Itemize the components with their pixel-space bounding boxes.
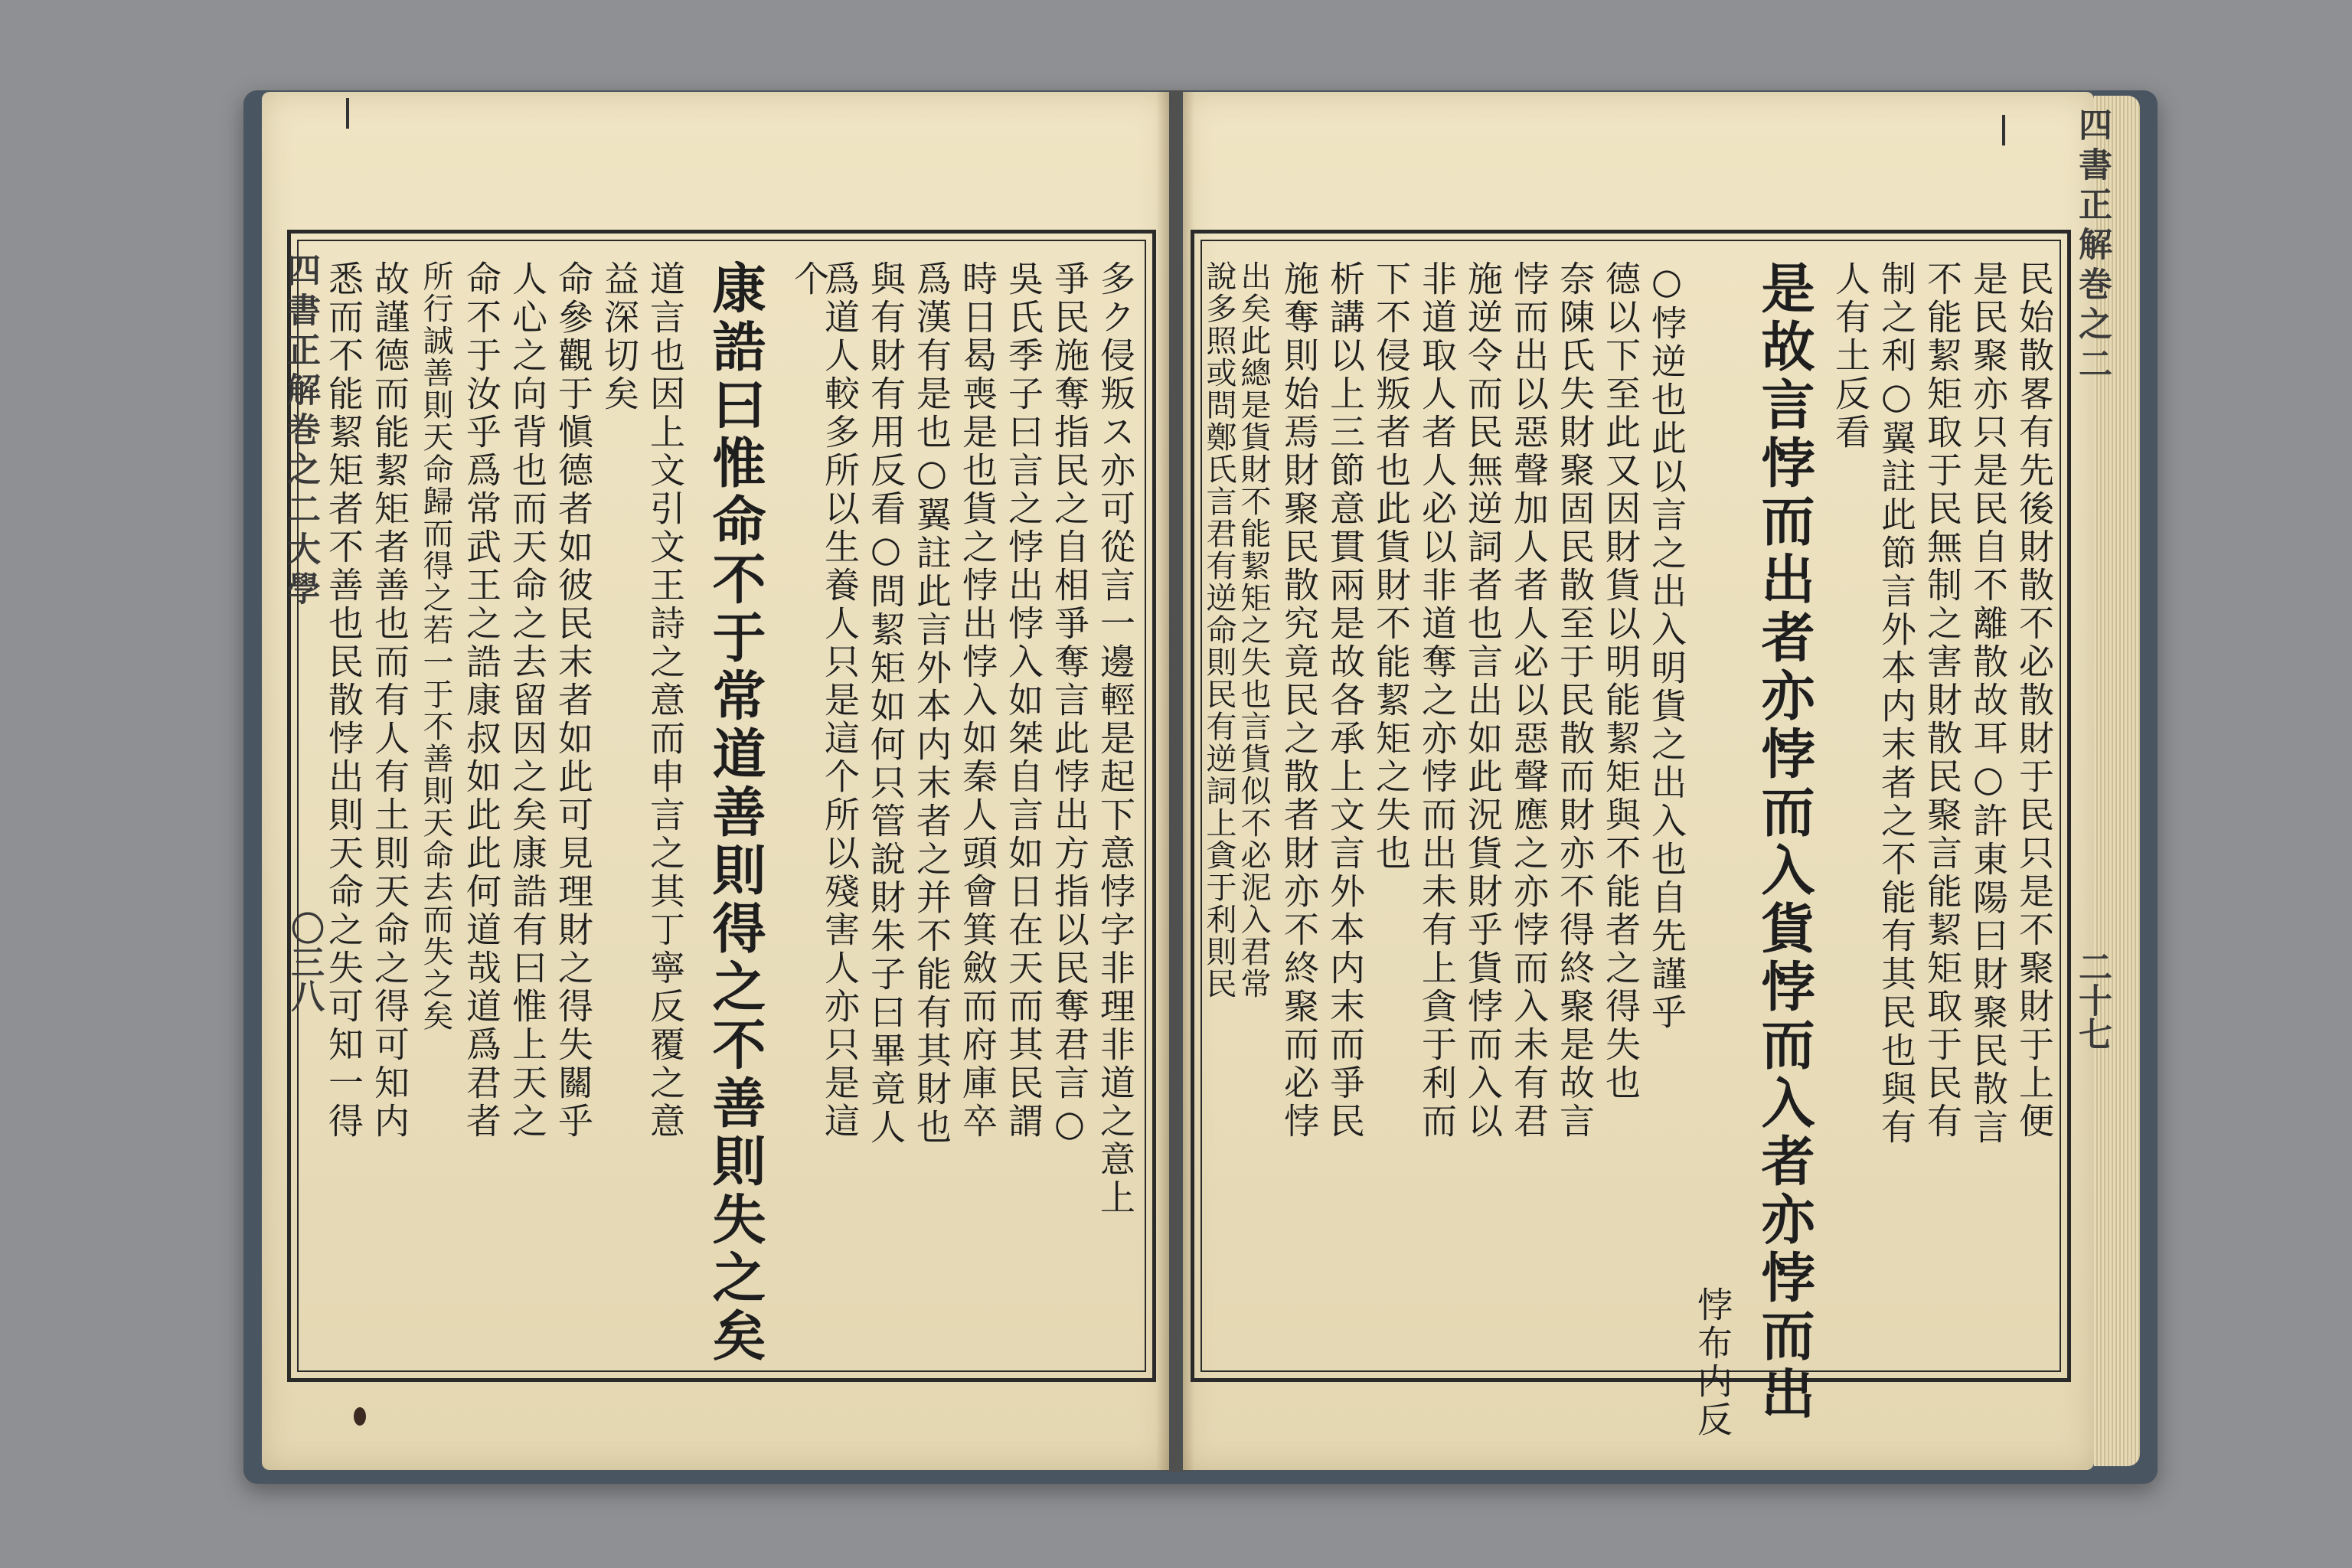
text-column: 悖而出以惡聲加人者人必以惡聲應之亦悖而入未有君: [1508, 260, 1550, 1141]
left-folio: 〇三八: [285, 911, 324, 1012]
book-gutter: [1156, 90, 1194, 1472]
text-column: 析講以上三節意貫兩是故各承上文言外本内末而爭民: [1325, 260, 1366, 1141]
text-column: 悖布内反: [1692, 1286, 1733, 1439]
text-column: 施逆令而民無逆詞者也言出如此況貨財乎貨悖而入以: [1462, 260, 1504, 1141]
text-column: 爲道人較多所以生養人只是這个所以殘害人亦只是這: [819, 260, 861, 1141]
text-column: 悉而不能絜矩者不善也民散悖出則天命之失可知一得: [323, 260, 364, 1141]
text-column: 爲漢有是也○翼註此言外本内末者之并不能有其財也: [911, 260, 952, 1147]
text-column: ○悖逆也此以言之出入明貨之出入也自先謹乎: [1646, 260, 1687, 1032]
text-column: 德以下至此又因財貨以明能絜矩與不能者之得失也: [1600, 260, 1642, 1102]
heading-column: 是故言悖而出者亦悖而入貨悖而入者亦悖而出: [1753, 260, 1816, 1424]
text-column: 奈陳氏失財聚固民散至于民散而財亦不得終聚是故言: [1554, 260, 1596, 1141]
text-column: 出矣此總是貨財不能絜矩之失也言貨似不必泥入君常: [1236, 260, 1271, 1000]
right-margin-title: 四書正解巻之二: [2073, 107, 2112, 386]
text-column: 人有土反看: [1830, 260, 1871, 452]
text-column: 民始散畧有先後財散不必散財于民只是不聚財于上便: [2014, 260, 2055, 1141]
text-column: 不能絜矩取于民無制之害財散民聚言能絜矩取于民有: [1922, 260, 1963, 1141]
text-column: 故謹德而能絜矩者善也而有人有土則天命之得可知内: [369, 260, 410, 1141]
text-column: 爭民施奪指民之自相爭奪言此悖出方指以民奪君言○: [1049, 260, 1090, 1147]
right-folio: 二十七: [2073, 949, 2112, 1050]
text-column: 制之利○翼註此節言外本内末者之不能有其民也與有: [1876, 260, 1917, 1147]
text-column: 命參觀于愼德者如彼民末者如此可見理財之得失關乎: [553, 260, 594, 1141]
text-column: 多ク侵叛ス亦可從言一邊輕是起下意悖字非理非道之意上: [1095, 260, 1136, 1217]
text-column: 益深切矣: [599, 260, 640, 413]
text-column: 吳氏季子曰言之悖出悖入如桀自言如日在天而其民謂: [1003, 260, 1044, 1141]
text-column: 非道取人者人必以非道奪之亦悖而出未有上貪于利而: [1416, 260, 1458, 1141]
top-mark-left: [346, 98, 349, 129]
ink-spot: [354, 1407, 366, 1426]
heading-column: 康誥曰惟命不于常道善則得之不善則失之矣: [704, 260, 767, 1366]
text-column: 人心之向背也而天命之去留因之矣康誥有曰惟上天之: [507, 260, 548, 1141]
text-column: 與有財有用反看○問絜矩如何只管說財朱子曰畢竟人: [865, 260, 906, 1147]
text-column: 說多照或問鄭氏言君有逆命則民有逆詞上貪于利則民: [1201, 260, 1236, 1000]
text-column: 所行誠善則天命歸而得之若一于不善則天命去而失之矣: [418, 260, 453, 1032]
text-column: 道言也因上文引文王詩之意而申言之其丁寧反覆之意: [645, 260, 686, 1141]
text-column: 个: [789, 260, 830, 299]
text-column: 時日曷喪是也貨之悖出悖入如秦人頭會箕斂而府庫卒: [957, 260, 998, 1141]
left-margin-title: 四書正解巻之二大學: [281, 253, 320, 611]
text-column: 命不于汝乎爲常武王之誥康叔如此此何道哉道爲君者: [461, 260, 502, 1141]
top-mark-right: [2002, 115, 2005, 145]
text-column: 施奪則始焉財聚民散究竟民之散者財亦不終聚而必悖: [1279, 260, 1320, 1141]
text-column: 是民聚亦只是民自不離散故耳○許東陽曰財聚民散言: [1968, 260, 2009, 1147]
text-column: 下不侵叛者也此貨財不能絜矩之失也: [1370, 260, 1412, 873]
